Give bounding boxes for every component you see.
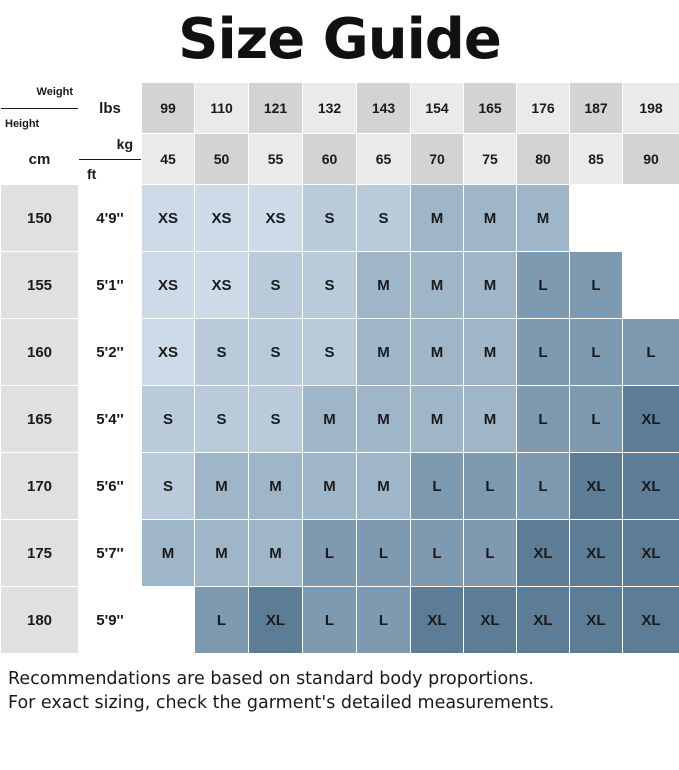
size-cell-empty <box>570 185 623 252</box>
size-cell: XS <box>142 252 195 319</box>
size-cell: L <box>517 252 570 319</box>
weight-lbs-header-cell: 121 <box>249 83 303 134</box>
weight-lbs-header-cell: 154 <box>411 83 464 134</box>
size-cell: XL <box>570 587 623 654</box>
corner-diagonal-line <box>1 108 79 109</box>
size-cell: M <box>303 453 357 520</box>
size-cell: S <box>249 319 303 386</box>
footnote <box>0 654 679 715</box>
size-cell: L <box>517 386 570 453</box>
corner-weight-label: Weight <box>36 86 73 98</box>
size-cell: S <box>303 252 357 319</box>
size-cell: L <box>623 319 679 386</box>
height-ft-header-cell: 5'7'' <box>79 520 142 587</box>
size-cell-empty <box>623 185 679 252</box>
size-cell: XL <box>517 520 570 587</box>
size-cell: M <box>411 185 464 252</box>
size-cell: S <box>195 319 249 386</box>
weight-lbs-header-cell: 132 <box>303 83 357 134</box>
weight-kg-header-cell: 45 <box>142 134 195 185</box>
size-guide-table <box>0 82 679 654</box>
size-cell: XL <box>517 587 570 654</box>
size-cell: L <box>517 453 570 520</box>
weight-kg-header-cell: 60 <box>303 134 357 185</box>
size-cell: M <box>464 185 517 252</box>
size-cell: L <box>464 520 517 587</box>
size-cell: M <box>464 319 517 386</box>
size-cell: L <box>517 319 570 386</box>
height-cm-header-cell: 165 <box>1 386 79 453</box>
height-ft-header-cell: 5'1'' <box>79 252 142 319</box>
weight-lbs-header-cell: 176 <box>517 83 570 134</box>
height-ft-header-cell: 5'4'' <box>79 386 142 453</box>
size-cell: M <box>464 252 517 319</box>
size-cell: M <box>303 386 357 453</box>
size-cell: S <box>142 453 195 520</box>
weight-kg-header-cell: 65 <box>357 134 411 185</box>
unit-label-kg-ft <box>79 134 142 185</box>
size-cell: S <box>357 185 411 252</box>
weight-kg-header-cell: 90 <box>623 134 679 185</box>
size-cell: M <box>411 386 464 453</box>
weight-kg-header-cell: 80 <box>517 134 570 185</box>
table-row <box>1 587 679 654</box>
size-cell: L <box>570 252 623 319</box>
table-header-row-lbs <box>1 83 679 134</box>
size-cell: XL <box>249 587 303 654</box>
size-cell: L <box>303 587 357 654</box>
size-cell: XL <box>623 386 679 453</box>
size-cell-empty <box>623 252 679 319</box>
size-cell: L <box>357 520 411 587</box>
weight-kg-header-cell: 55 <box>249 134 303 185</box>
size-cell: XS <box>195 252 249 319</box>
weight-kg-header-cell: 75 <box>464 134 517 185</box>
weight-kg-header-cell: 85 <box>570 134 623 185</box>
size-cell: L <box>464 453 517 520</box>
size-cell: XL <box>623 587 679 654</box>
size-cell: S <box>195 386 249 453</box>
table-row <box>1 453 679 520</box>
size-cell: S <box>142 386 195 453</box>
size-cell: M <box>142 520 195 587</box>
height-cm-header-cell: 170 <box>1 453 79 520</box>
unit-kg-text: kg <box>116 136 133 152</box>
height-cm-header-cell: 180 <box>1 587 79 654</box>
size-cell: M <box>357 319 411 386</box>
size-cell: L <box>570 386 623 453</box>
size-cell: L <box>411 453 464 520</box>
height-cm-header-cell: 160 <box>1 319 79 386</box>
table-row <box>1 520 679 587</box>
footnote-line-2: For exact sizing, check the garment's detailed measurements. <box>8 692 555 713</box>
size-cell: S <box>303 185 357 252</box>
size-cell: M <box>357 252 411 319</box>
size-cell: XL <box>570 520 623 587</box>
table-row <box>1 386 679 453</box>
weight-kg-header-cell: 50 <box>195 134 249 185</box>
weight-lbs-header-cell: 143 <box>357 83 411 134</box>
height-ft-header-cell: 5'6'' <box>79 453 142 520</box>
size-cell: L <box>357 587 411 654</box>
unit-cm-text: cm <box>28 150 51 168</box>
unit-label-cm <box>1 134 79 185</box>
footnote-line-1: Recommendations are based on standard body proportions. <box>8 669 534 689</box>
size-cell: L <box>303 520 357 587</box>
weight-lbs-header-cell: 165 <box>464 83 517 134</box>
size-cell: XS <box>249 185 303 252</box>
table-row <box>1 252 679 319</box>
weight-lbs-header-cell: 99 <box>142 83 195 134</box>
size-cell: XS <box>195 185 249 252</box>
weight-lbs-header-cell: 187 <box>570 83 623 134</box>
unit-lbs-text: lbs <box>99 99 121 117</box>
page-title: Size Guide <box>178 7 501 72</box>
height-ft-header-cell: 4'9'' <box>79 185 142 252</box>
size-cell: S <box>249 386 303 453</box>
size-cell: M <box>195 453 249 520</box>
size-cell: XS <box>142 319 195 386</box>
unit-diagonal-line <box>79 159 142 160</box>
size-guide-body <box>1 83 679 185</box>
unit-label-lbs <box>79 83 142 134</box>
size-cell: M <box>357 386 411 453</box>
size-guide-data-rows <box>1 185 679 654</box>
corner-axis-cell <box>1 83 79 134</box>
size-cell: XL <box>623 453 679 520</box>
height-cm-header-cell: 175 <box>1 520 79 587</box>
size-cell: L <box>570 319 623 386</box>
table-header-row-kg <box>1 134 679 185</box>
size-cell: S <box>303 319 357 386</box>
size-cell: M <box>195 520 249 587</box>
height-cm-header-cell: 150 <box>1 185 79 252</box>
size-cell: M <box>249 453 303 520</box>
height-cm-header-cell: 155 <box>1 252 79 319</box>
size-cell: XS <box>142 185 195 252</box>
weight-lbs-header-cell: 110 <box>195 83 249 134</box>
height-ft-header-cell: 5'2'' <box>79 319 142 386</box>
table-row <box>1 319 679 386</box>
weight-kg-header-cell: 70 <box>411 134 464 185</box>
size-cell: M <box>357 453 411 520</box>
size-cell: L <box>411 520 464 587</box>
table-row <box>1 185 679 252</box>
size-cell: M <box>249 520 303 587</box>
size-cell: M <box>464 386 517 453</box>
corner-height-label: Height <box>5 118 40 130</box>
weight-lbs-header-cell: 198 <box>623 83 679 134</box>
size-cell: M <box>411 319 464 386</box>
unit-ft-text: ft <box>87 166 97 182</box>
size-cell: M <box>411 252 464 319</box>
size-cell: XL <box>464 587 517 654</box>
size-cell: XL <box>411 587 464 654</box>
size-cell: M <box>517 185 570 252</box>
size-cell: S <box>249 252 303 319</box>
size-cell: XL <box>570 453 623 520</box>
size-cell-empty <box>142 587 195 654</box>
size-cell: XL <box>623 520 679 587</box>
height-ft-header-cell: 5'9'' <box>79 587 142 654</box>
size-cell: L <box>195 587 249 654</box>
